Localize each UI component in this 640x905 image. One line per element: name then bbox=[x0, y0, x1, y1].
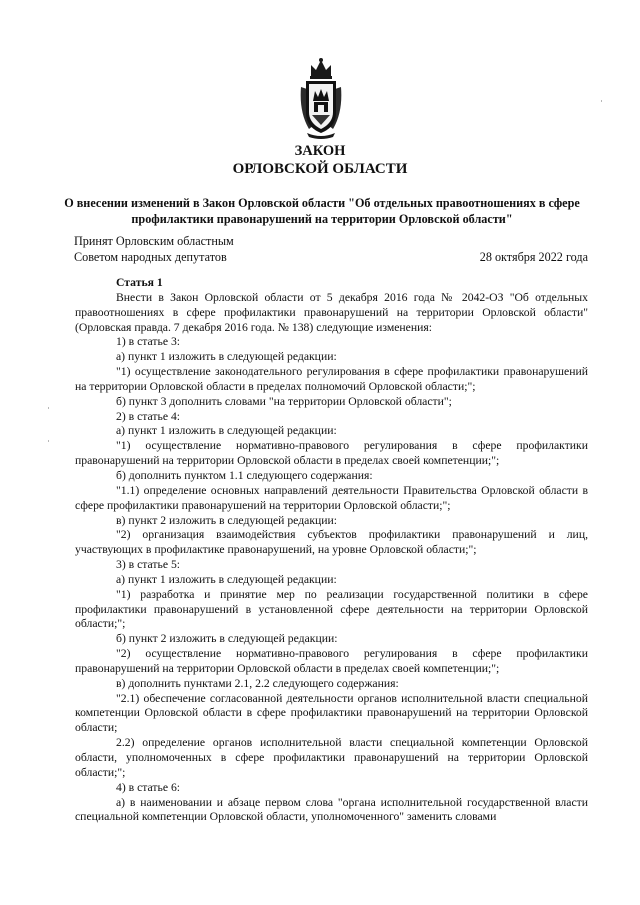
paragraph: "1) осуществление законодательного регулирования в сфере профилактики правонарушений на территории Орловской области в пределах полномочий Орловской области;"; bbox=[75, 365, 588, 393]
paragraph: "1) осуществление нормативно-правового регулирования в сфере профилактики правонарушений на территории Орловской области в пределах своей компетенции;"; bbox=[75, 439, 588, 468]
paragraph: а) пункт 1 изложить в следующей редакции: bbox=[116, 572, 337, 586]
article-heading: Статья 1 bbox=[116, 276, 163, 289]
adoption-line-1: Принят Орловским областным bbox=[74, 234, 234, 248]
paragraph: в) пункт 2 изложить в следующей редакции: bbox=[116, 513, 338, 527]
adoption-line-2: Советом народных депутатов bbox=[74, 249, 227, 264]
paragraph: Внести в Закон Орловской области от 5 декабря 2016 года № 2042-ОЗ "Об отдельных правоотношениях в сфере профилактики правонарушений на территории Орловской области" (Орловская правда. 7 декабря 2016 года. № 138) следующие изменения: bbox=[75, 290, 588, 334]
paragraph: б) дополнить пунктом 1.1 следующего содержания: bbox=[116, 468, 373, 482]
paragraph: "2) осуществление нормативно-правового регулирования в сфере профилактики правонарушений на территории Орловской области в пределах своей компетенции;"; bbox=[75, 647, 588, 675]
paragraph: а) пункт 1 изложить в следующей редакции: bbox=[116, 350, 337, 364]
document-type-title: ЗАКОН bbox=[294, 143, 346, 159]
orel-oblast-coat-of-arms-icon bbox=[297, 57, 345, 139]
paragraph: б) пункт 2 изложить в следующей редакции: bbox=[116, 632, 338, 646]
law-subject-heading: О внесении изменений в Закон Орловской области "Об отдельных правоотношениях в сфере профилактики правонарушений на территории Орловской области" bbox=[64, 196, 580, 226]
paragraph: 4) в статье 6: bbox=[116, 780, 181, 794]
paragraph: а) в наименовании и абзаце первом слова "органа исполнительной государственной власти специальной компетенции Орловской области, уполномоченного" заменить словами bbox=[75, 795, 588, 824]
scan-speck bbox=[48, 407, 49, 409]
adoption-date: 28 октября 2022 года bbox=[479, 250, 588, 264]
paragraph: "2.1) обеспечение согласованной деятельности органов исполнительной власти специальной компетенции Орловской области в сфере профилактики правонарушений на территории Орловской области; bbox=[75, 691, 588, 735]
paragraph: а) пункт 1 изложить в следующей редакции: bbox=[116, 424, 337, 438]
law-body-text bbox=[75, 276, 588, 825]
paragraph: "1) разработка и принятие мер по реализации государственной политики в сфере профилактики правонарушений в установленной сфере деятельности на территории Орловской области;"; bbox=[75, 587, 588, 631]
region-title: ОРЛОВСКОЙ ОБЛАСТИ bbox=[232, 161, 408, 177]
paragraph: 2.2) определение органов исполнительной власти специальной компетенции Орловской области, уполномоченных в сфере профилактики правонарушений на территории Орловской области;"; bbox=[75, 736, 588, 779]
paragraph: в) дополнить пунктами 2.1, 2.2 следующего содержания: bbox=[116, 676, 399, 690]
paragraph: "2) организация взаимодействия субъектов профилактики правонарушений и лиц, участвующих в профилактике правонарушений, на уровне Орловской области;"; bbox=[75, 528, 588, 557]
scan-speck bbox=[48, 440, 49, 442]
paragraph: 2) в статье 4: bbox=[116, 409, 181, 423]
paragraph: б) пункт 3 дополнить словами "на территории Орловской области"; bbox=[116, 394, 452, 408]
paragraph: 3) в статье 5: bbox=[116, 558, 181, 572]
scan-speck bbox=[601, 100, 602, 102]
adoption-body bbox=[74, 234, 234, 265]
paragraph: "1.1) определение основных направлений деятельности Правительства Орловской области в сфере профилактики правонарушений на территории Орловской области;"; bbox=[75, 483, 588, 512]
paragraph: 1) в статье 3: bbox=[116, 335, 181, 349]
